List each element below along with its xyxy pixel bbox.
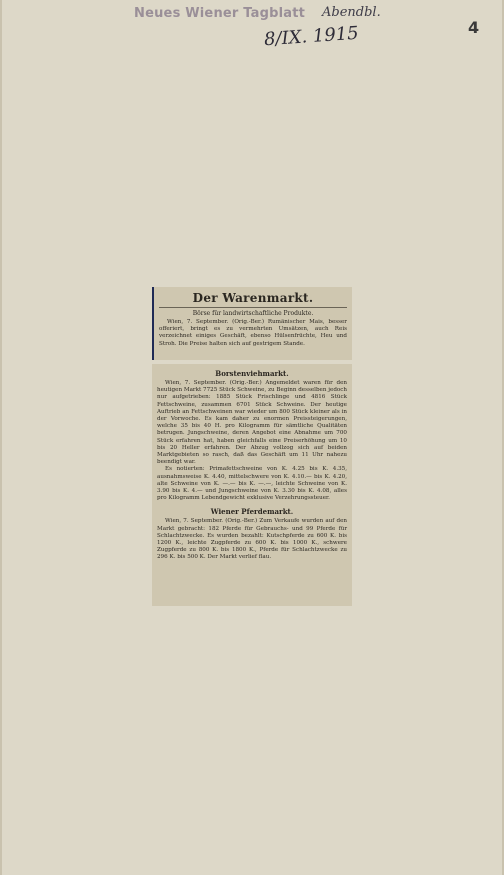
newspaper-stamp: Neues Wiener Tagblatt xyxy=(134,6,306,21)
page-number: 4 xyxy=(468,18,480,37)
spacer xyxy=(157,502,347,506)
article-paragraph: Wien, 7. September. (Orig.-Ber.) Rumänischer Mais, besser offeriert, bringt es zu vermehrten Umsätzen, auch Reis verzeichnet einiges Geschäft, ebenso Hülsenfrüchte, Heu und Stroh. Die Preise halten sich auf gestrigem Stande. xyxy=(159,319,347,347)
section-heading-pferdemarkt: Wiener Pferdemarkt. xyxy=(210,507,294,517)
section-text-pferdemarkt xyxy=(157,518,347,561)
clipping-text xyxy=(159,319,347,348)
handwritten-edition-note: Abendbl. xyxy=(322,5,381,20)
section-heading-borstenviehmarkt: Borstenviehmarkt. xyxy=(215,369,289,378)
handwritten-date: 8/IX. 1915 xyxy=(263,22,360,51)
clipping-subtitle: Börse für landwirtschaftliche Produkte. xyxy=(159,307,347,317)
clipping-warenmarkt xyxy=(152,287,352,360)
clipping-title: Der Warenmarkt. xyxy=(192,291,314,305)
clipping-markets xyxy=(152,364,352,606)
article-paragraph: Wien, 7. September. (Orig.-Ber.) Zum Verkaufe wurden auf den Markt gebracht: 182 Pferde für Gebrauchs- und 99 Pferde für Schlachtzwecke. Es wurden bezahlt: Kutschpferde zu 600 K. bis 1200 K., leichte Zugpferde zu 600 K. bis 1000 K., schwere Zugpferde zu 800 K. bis 1800 K., Pferde für Schlachtzwecke zu 296 K. bis 500 K. Der Markt verlief flau. xyxy=(157,518,347,561)
article-paragraph: Wien, 7. September. (Orig.-Ber.) Angemeldet waren für den heutigen Markt 7725 Stück Schweine, zu Beginn desselben jedoch nur aufgetrieben: 1885 Stück Frischlinge und 4816 Stück Fettschweine, zusammen 6701 Stück Schweine. Der heutige Auftrieb an Fettschweinen war wieder um 800 Stück kleiner als in der Vorwoche. Es kam daher zu enormen Preissteigerungen, welche 35 bis 40 H. pro Kilogramm für sämtliche Qualitäten betrugen. Jungschweine, deren Angebot eine Abnahme um 700 Stück erfahren hat, haben gleichfalls eine Preiserhöhung um 10 bis 20 Heller erfahren. Der Abzug vollzog sich auf beiden Marktgebieten so rasch, daß das Geschäft um 11 Uhr nahezu beendigt war. xyxy=(157,380,347,466)
section-text-borstenviehmarkt xyxy=(157,380,347,502)
article-paragraph: Es notierten: Primafettschweine von K. 4.25 bis K. 4.35, ausnahmsweise K. 4.40, mittelschwere von K. 4.10.— bis K. 4.20, alte Schweine von K. —.— bis K. —.—, leichte Schweine von K. 3.90 bis K. 4.— und Jungschweine von K. 3.30 bis K. 4.08, alles pro Kilogramm Lebendgewicht exklusive Verzehrungssteuer. xyxy=(157,466,347,502)
